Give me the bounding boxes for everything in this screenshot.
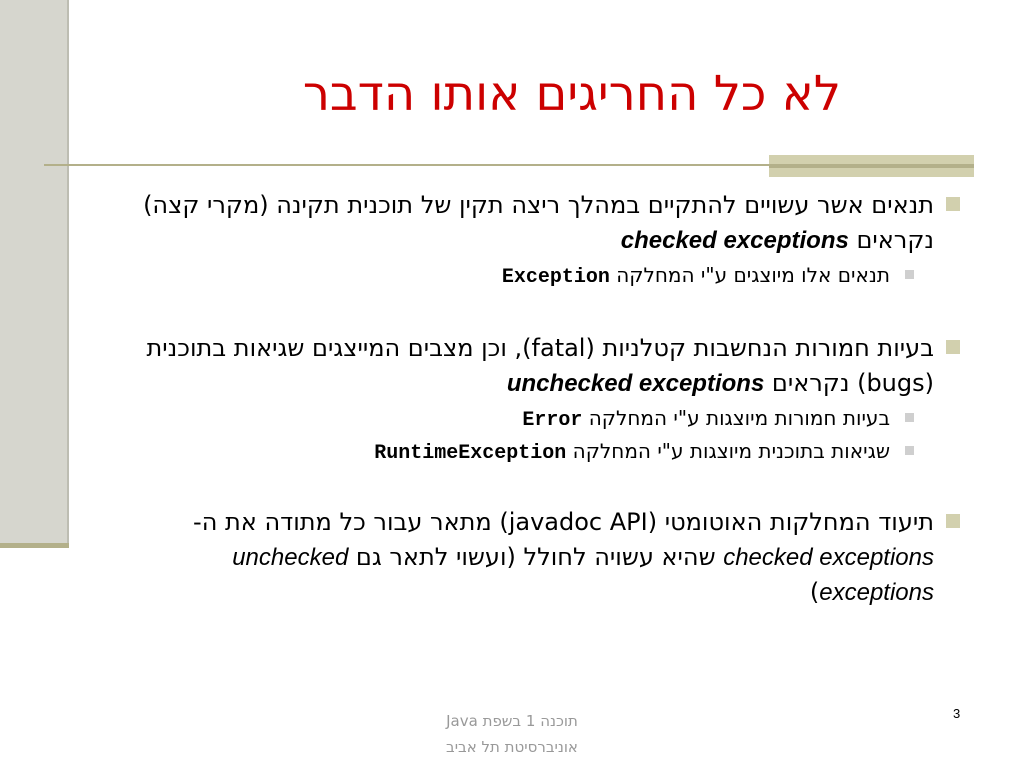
slide-content (104, 188, 934, 610)
bullet-square-icon (946, 514, 960, 528)
bullet-item-2 (104, 331, 934, 401)
bullet-1-emphasis: checked exceptions (620, 227, 849, 254)
sub-bullet-item-2 (104, 405, 890, 434)
bullet-3-emphasis-2: unchecked exceptions (232, 544, 934, 606)
sub-bullet-1-text: תנאים אלו מיוצגים ע"י המחלקה (609, 263, 890, 287)
left-bar-edge (67, 0, 69, 546)
bullet-square-icon (946, 340, 960, 354)
bullet-1-text: תנאים אשר עשויים להתקיים במהלך ריצה תקין של תוכנית תקינה (מקרי קצה) נקראים (143, 191, 934, 254)
sub-bullet-square-icon (905, 446, 914, 455)
bullet-2-emphasis: unchecked exceptions (506, 370, 765, 397)
page-number: 3 (953, 706, 961, 721)
bullet-2-text: בעיות חמורות הנחשבות קטלניות (fatal), וכן מצבים המייצגים שגיאות בתוכנית (bugs) נקראים (146, 334, 934, 397)
bullet-3-text-c: ) (809, 578, 820, 606)
bullet-3-text-a: תיעוד המחלקות האוטומטי (javadoc API) מתאר עבור כל מתודה את ה- (193, 508, 934, 536)
sub-bullet-3-text: שגיאות בתוכנית מיוצגות ע"י המחלקה (566, 439, 890, 463)
bullet-item-1 (104, 188, 934, 258)
sub-bullet-item-3 (104, 438, 890, 467)
slide-title: לא כל החריגים אותו הדבר (302, 66, 841, 122)
title-accent-inner (769, 164, 974, 168)
sub-bullet-item-1 (104, 262, 890, 291)
sub-bullet-3-code: RuntimeException (374, 442, 567, 465)
sub-bullet-2-code: Error (522, 409, 583, 432)
footer-course-name: תוכנה 1 בשפת Java (446, 712, 578, 730)
sub-bullet-square-icon (905, 270, 914, 279)
bullet-3-text-b: שהיא עשויה לחולל (ועשוי לתאר גם (348, 543, 724, 571)
slide-footer (0, 708, 1024, 760)
sub-bullet-1-code: Exception (501, 266, 610, 289)
bullet-3-emphasis-1: checked exceptions (723, 544, 934, 571)
footer-university-name: אוניברסיטת תל אביב (446, 738, 578, 756)
sub-bullet-2-text: בעיות חמורות מיוצגות ע"י המחלקה (582, 406, 890, 430)
bullet-square-icon (946, 197, 960, 211)
left-decorative-bar (0, 0, 67, 546)
left-bar-bottom-rule (0, 543, 69, 548)
sub-bullet-square-icon (905, 413, 914, 422)
bullet-item-3 (104, 505, 934, 610)
